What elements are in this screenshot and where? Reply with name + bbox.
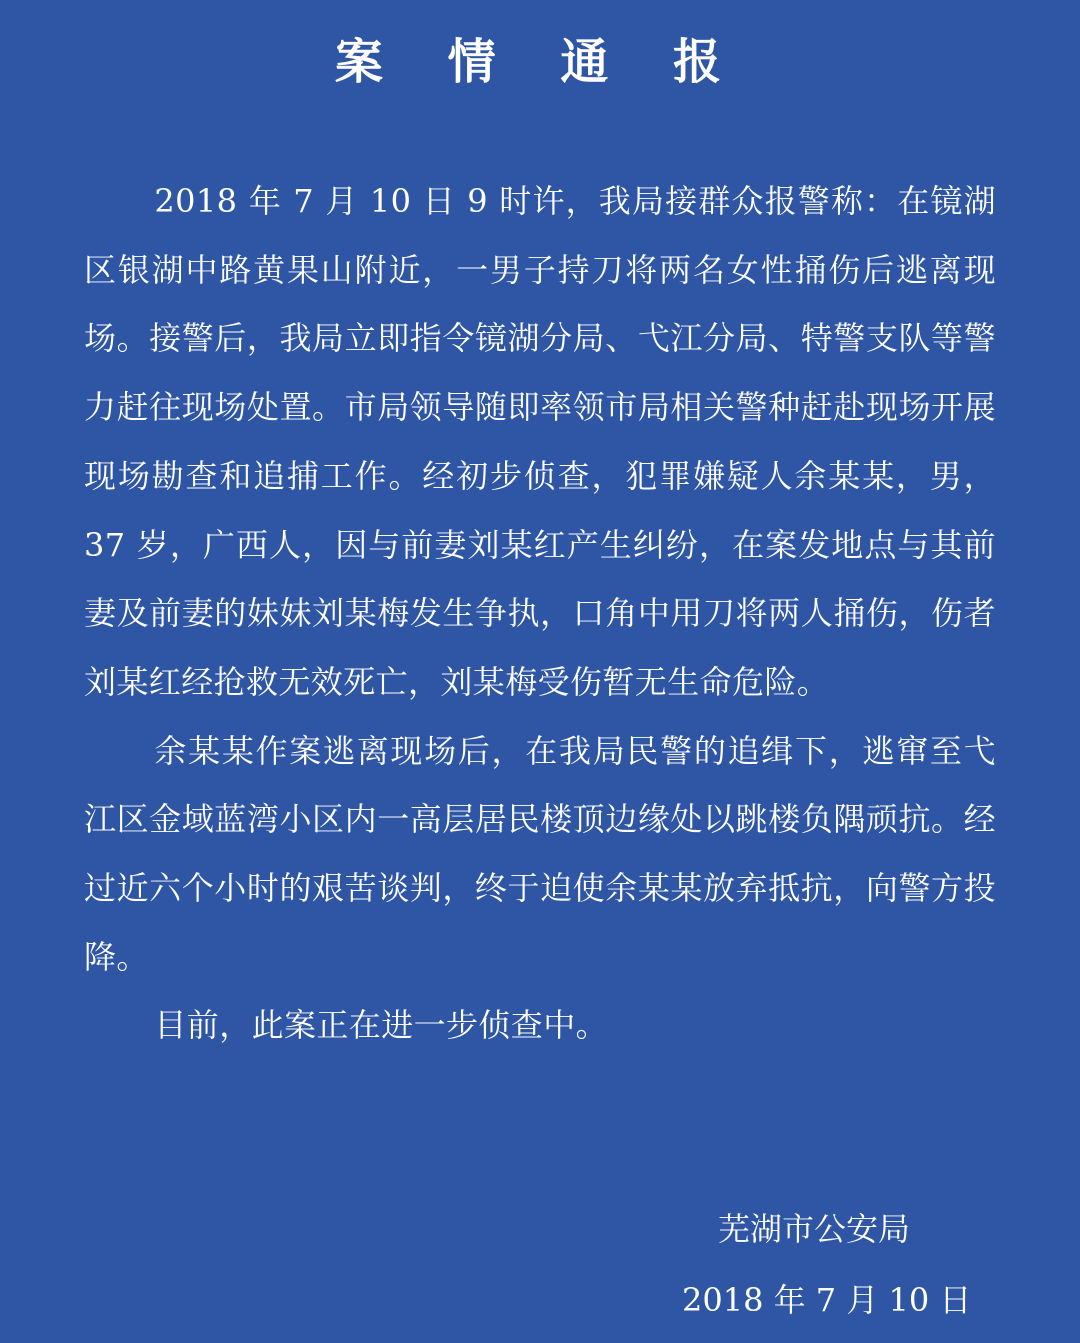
issue-date: 2018 年 7 月 10 日 <box>682 1281 972 1319</box>
issuing-organization: 芜湖市公安局 <box>718 1210 911 1248</box>
paragraph-arrest: 余某某作案逃离现场后，在我局民警的追缉下，逃窜至弋江区金域蓝湾小区内一高层居民楼顶边缘处以跳楼负隅顽抗。经过近六个小时的艰苦谈判，终于迫使余某某放弃抵抗，向警方投降。 <box>84 731 996 976</box>
paragraph-incident: 2018 年 7 月 10 日 9 时许，我局接群众报警称：在镜湖区银湖中路黄果山附近，一男子持刀将两名女性捅伤后逃离现场。接警后，我局立即指令镜湖分局、弋江分局、特警支队等警力赶往现场处置。市局领导随即率领市局相关警种赶赴现场开展现场勘查和追捕工作。经初步侦查，犯罪嫌疑人余某某，男，37 岁，广西人，因与前妻刘某红产生纠纷，在案发地点与其前妻及前妻的妹妹刘某梅发生争执，口角中用刀将两人捅伤，伤者刘某红经抢救无效死亡，刘某梅受伤暂无生命危险。 <box>84 182 996 701</box>
paragraph-status: 目前，此案正在进一步侦查中。 <box>154 1006 608 1045</box>
notice-title: 案 情 通 报 <box>334 34 746 90</box>
notice-body <box>84 167 996 1060</box>
